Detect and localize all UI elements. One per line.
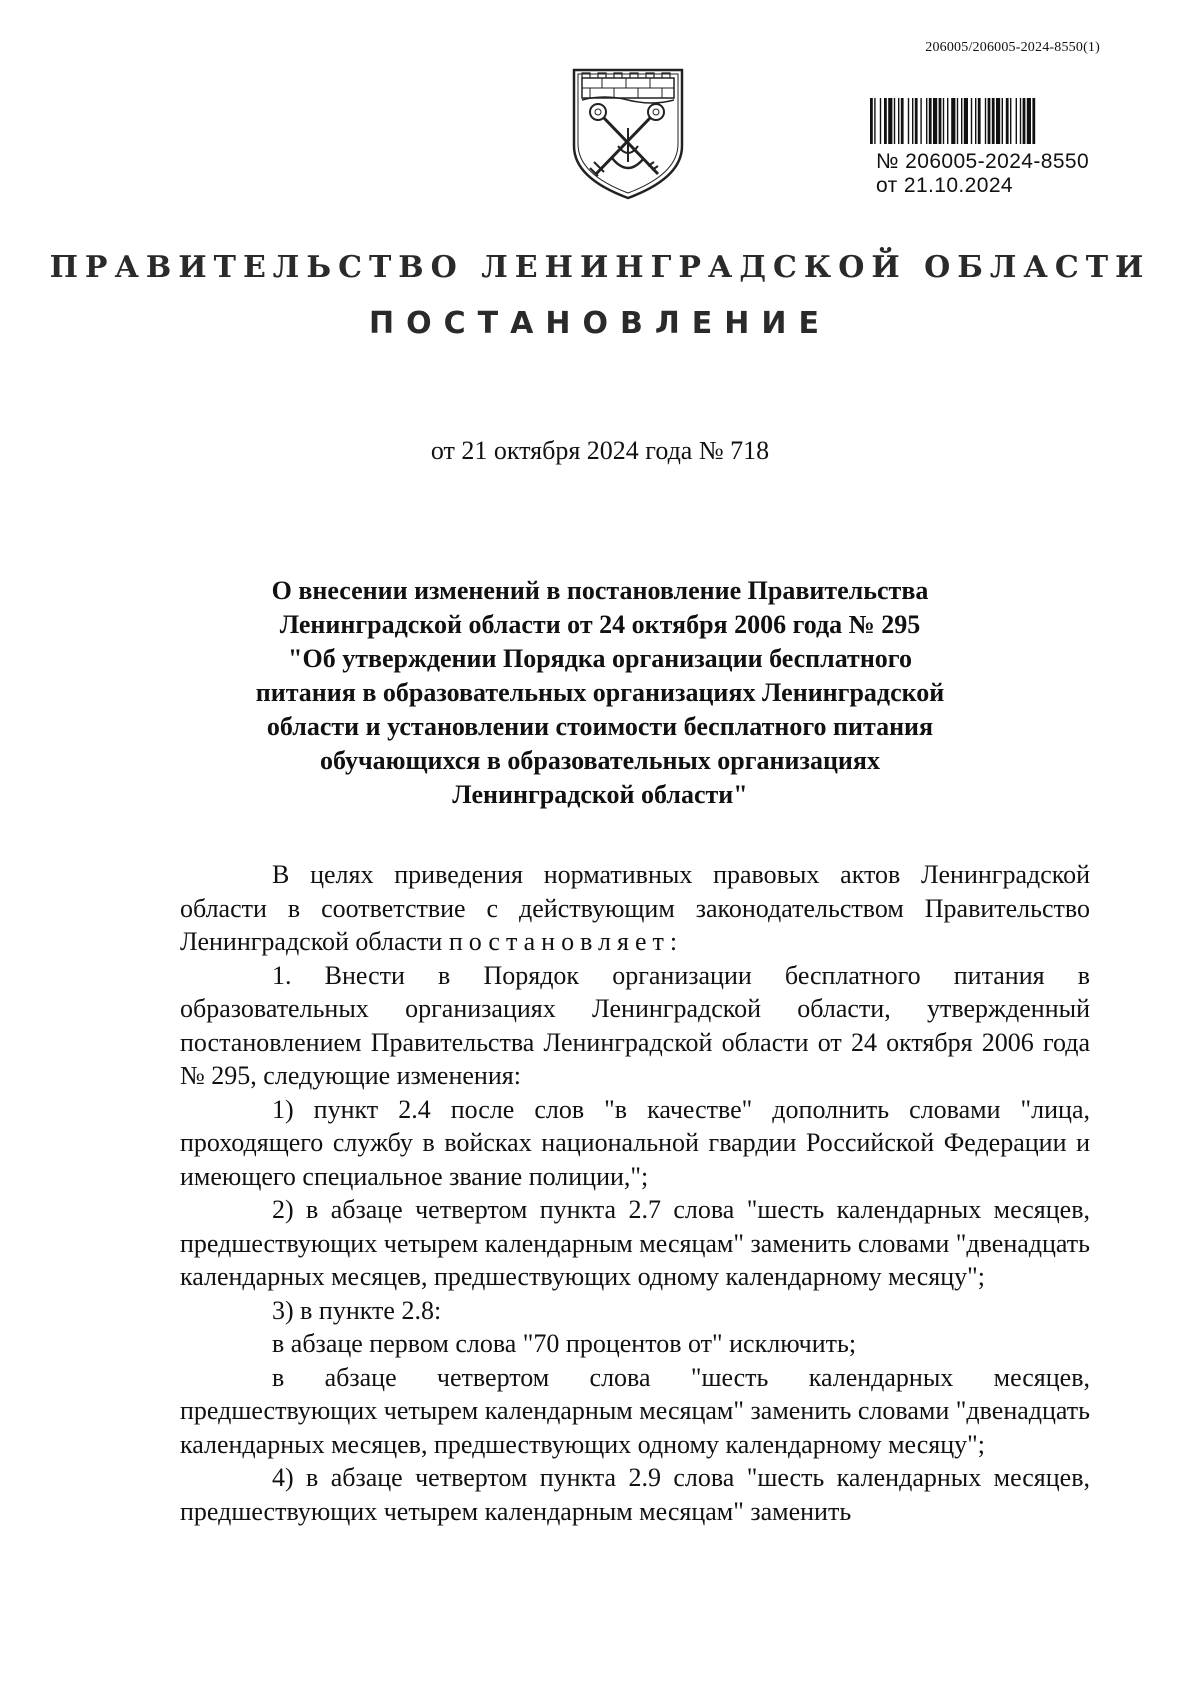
preamble-text: В целях приведения нормативных правовых актов Ленинградской области в соответствие с действующим законодательством Правительство Ленинградской области bbox=[180, 860, 1090, 956]
registration-date: от 21.10.2024 bbox=[876, 174, 1013, 197]
barcode-bar bbox=[1023, 98, 1026, 144]
barcode-bar bbox=[1010, 98, 1011, 144]
barcode-bar bbox=[901, 98, 904, 144]
title-line: "Об утверждении Порядка организации бесплатного bbox=[288, 644, 912, 673]
barcode-bar bbox=[933, 98, 937, 144]
barcode-bar bbox=[1016, 98, 1017, 144]
document-type: ПОСТАНОВЛЕНИЕ bbox=[369, 306, 831, 341]
barcode-bar bbox=[1032, 98, 1035, 144]
body-paragraph: в абзаце первом слова "70 процентов от" исключить; bbox=[272, 1329, 857, 1358]
body-paragraph: 3) в пункте 2.8: bbox=[272, 1295, 442, 1325]
barcode-bar bbox=[874, 98, 875, 144]
barcode-bar bbox=[971, 98, 972, 144]
barcode-bar bbox=[929, 98, 932, 144]
barcode-bar bbox=[975, 98, 976, 144]
title-line: области и установлении стоимости бесплатного питания bbox=[266, 712, 934, 741]
barcode-bar bbox=[888, 98, 892, 144]
barcode-bar bbox=[992, 98, 995, 144]
barcode-bar bbox=[1020, 98, 1021, 144]
barcode-bar bbox=[957, 98, 958, 144]
barcode-bar bbox=[1006, 98, 1009, 144]
barcode-bar bbox=[985, 98, 986, 144]
barcode-bar bbox=[951, 98, 955, 144]
barcode-bar bbox=[912, 98, 913, 144]
decree-word: постановляет: bbox=[448, 927, 684, 956]
barcode-bar bbox=[898, 98, 899, 144]
document-title bbox=[170, 574, 1030, 812]
barcode-bar bbox=[884, 98, 887, 144]
registry-code: 206005/206005-2024-8550(1) bbox=[925, 40, 1100, 55]
barcode-bar bbox=[943, 98, 944, 144]
body-paragraph: 1. Внести в Порядок организации бесплатного питания в образовательных организациях Ленинградской области, утвержденный постановлением Правительства Ленинградской области от 24 октября 2006 года № 295, следующие изменения: bbox=[180, 960, 1090, 1090]
barcode-bar bbox=[978, 98, 981, 144]
barcode-bar bbox=[870, 98, 873, 144]
document-date-number: от 21 октября 2024 года № 718 bbox=[430, 436, 770, 465]
barcode-bar bbox=[926, 98, 927, 144]
title-line: Ленинградской области от 24 октября 2006 года № 295 bbox=[279, 610, 921, 639]
title-line: О внесении изменений в постановление Правительства bbox=[271, 576, 929, 605]
title-line: питания в образовательных организациях Ленинградской bbox=[255, 678, 945, 707]
barcode-bar bbox=[996, 98, 1000, 144]
barcode-bar bbox=[1002, 98, 1003, 144]
registration-number: № 206005-2024-8550 bbox=[876, 150, 1090, 173]
barcode-bar bbox=[920, 98, 921, 144]
body-paragraph: 2) в абзаце четвертом пункта 2.7 слова "шесть календарных месяцев, предшествующих четырем календарным месяцам" заменить словами "двенадцать календарных месяцев, предшествующих одному календарному месяцу"; bbox=[180, 1195, 1090, 1291]
government-name: ПРАВИТЕЛЬСТВО ЛЕНИНГРАДСКОЙ ОБЛАСТИ bbox=[49, 250, 1151, 285]
body-paragraph: в абзаце четвертом слова "шесть календарных месяцев, предшествующих четырем календарным месяцам" заменить словами "двенадцать календарных месяцев, предшествующих одному календарному месяцу"; bbox=[180, 1362, 1090, 1459]
barcode-bar bbox=[988, 98, 991, 144]
barcode-bar bbox=[915, 98, 918, 144]
barcode-bar bbox=[880, 98, 881, 144]
barcode bbox=[870, 98, 1106, 144]
barcode-bar bbox=[947, 98, 948, 144]
preamble-paragraph bbox=[180, 858, 1090, 959]
barcode-bar bbox=[908, 98, 909, 144]
document-body bbox=[180, 858, 1090, 1528]
coat-of-arms-icon bbox=[568, 66, 688, 201]
title-line: Ленинградской области" bbox=[452, 780, 748, 809]
barcode-bar bbox=[1027, 98, 1031, 144]
body-paragraph: 4) в абзаце четвертом пункта 2.9 слова "шесть календарных месяцев, предшествующих четырем календарным месяцам" заменить bbox=[180, 1463, 1090, 1526]
body-paragraph: 1) пункт 2.4 после слов "в качестве" дополнить словами "лица, проходящего службу в войсках национальной гвардии Российской Федерации и имеющего специальное звание полиции,"; bbox=[180, 1094, 1090, 1191]
barcode-bar bbox=[964, 98, 968, 144]
barcode-bar bbox=[894, 98, 895, 144]
title-line: обучающихся в образовательных организациях bbox=[320, 746, 880, 775]
barcode-bar bbox=[939, 98, 942, 144]
registration-stamp bbox=[870, 98, 1115, 198]
barcode-bar bbox=[961, 98, 962, 144]
